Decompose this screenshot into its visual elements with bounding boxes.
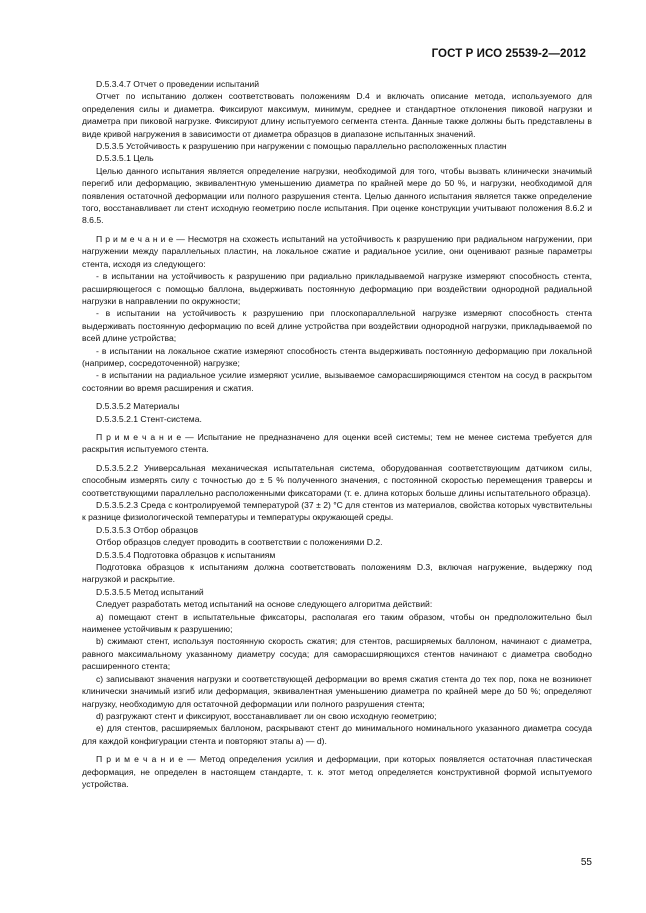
- section-heading: D.5.3.5.4 Подготовка образцов к испытаниям: [96, 549, 276, 560]
- list-item: b) сжимают стент, используя постоянную скорость сжатия; для стентов, расширяемых баллоном, начинают с диаметра, равного максимальному указанному диаметру сосуда; для саморасширяющихся стентов начинают с диаметра свободно расширенного стента;: [82, 636, 592, 672]
- note: [82, 753, 592, 790]
- list-item: d) разгружают стент и фиксируют, восстанавливает ли он свою исходную геометрию;: [96, 710, 437, 721]
- page-number: 55: [580, 857, 592, 868]
- document-id-header: ГОСТ Р ИСО 25539-2—2012: [431, 48, 586, 60]
- paragraph: Подготовка образцов к испытаниям должна соответствовать положениям D.3, включая нагружение, выдержку под нагрузкой и раскрытие.: [82, 562, 592, 585]
- paragraph: Отчет по испытанию должен соответствовать положениям D.4 и включать описание метода, используемого для определения силы и диаметра. Фиксируют максимум, минимум, среднее и стандартное отклонения пиковой нагрузки и диаметра при пиковой нагрузке. Фиксируют длину испытуемого сегмента стента. Данные также должны быть представлены в виде кривой нагружения в зависимости от диаметра образцов в диапазоне испытанных значений.: [82, 91, 592, 139]
- note-text: Метод определения усилия и деформации, при которых появляется остаточная пластическая деформация, не определен в настоящем стандарте, т. к. этот метод определяется конструктивной формой испытуемого устройства.: [82, 754, 593, 789]
- note: [82, 233, 592, 270]
- note-list-item: - в испытании на устойчивость к разрушению при плоскопараллельной нагрузке измеряют способность стента выдерживать постоянную деформацию по всей длине устройства при воздействии однородной нагрузки, прикладываемой по всей длине устройства;: [82, 308, 592, 344]
- note: [82, 431, 592, 456]
- note-label: П р и м е ч а н и е —: [96, 431, 194, 442]
- section-heading: D.5.3.5.3 Отбор образцов: [96, 524, 199, 535]
- list-item: е) для стентов, расширяемых баллоном, раскрывают стент до минимального номинального указанного диаметра сосуда для каждой конфигурации стента и повторяют этапы а) — d).: [82, 723, 592, 746]
- section-heading: D.5.3.5.2.1 Стент-система.: [96, 413, 202, 424]
- list-item: а) помещают стент в испытательные фиксаторы, располагая его таким образом, чтобы он предположительно был наименее устойчивым к разрушению;: [82, 611, 592, 635]
- paragraph: D.5.3.5.2.2 Универсальная механическая испытательная система, оборудованная соответствующим датчиком силы, способным измерять силу с точностью до ± 5 % полученного значения, с постоянной скоростью перемещения траверсы и соответствующими параллельно расположенными фиксаторами (т. е. длина которых больше длины испытательного образца).: [82, 462, 592, 498]
- list-item: с) записывают значения нагрузки и соответствующей деформации во время сжатия стента до тех пор, пока не возникнет клинически значимый изгиб или деформация, эквивалентная уменьшению диаметра по крайней мере до 50 %; определяют нагрузку, необходимую для остаточной деформации или полного разрушения стента;: [82, 673, 592, 709]
- section-heading: D.5.3.5 Устойчивость к разрушению при нагружении с помощью параллельно расположенных пластин: [96, 141, 507, 152]
- note-list-item: - в испытании на устойчивость к разрушению при радиально прикладываемой нагрузке измеряют способность стента, расширяющегося с помощью баллона, выдерживать постоянную деформацию при воздействии однородной радиальной нагрузки в направлении по окружности;: [82, 271, 592, 306]
- note-label: П р и м е ч а н и е —: [96, 754, 196, 765]
- section-heading: D.5.3.5.2 Материалы: [96, 401, 180, 412]
- note-label: П р и м е ч а н и е —: [96, 233, 185, 244]
- document-body: [82, 78, 592, 790]
- paragraph: Отбор образцов следует проводить в соответствии с положениями D.2.: [96, 537, 383, 548]
- note-list-item: - в испытании на локальное сжатие измеряют способность стента выдерживать постоянную деформацию при локальной (например, сосредоточенной) нагрузке;: [82, 345, 592, 368]
- paragraph: D.5.3.5.2.3 Среда с контролируемой температурой (37 ± 2) °С для стентов из материалов, свойства которых чувствительны к разнице физиологической температуры и температуры окружающей среды.: [82, 500, 592, 523]
- note-list-item: - в испытании на радиальное усилие измеряют усилие, вызываемое саморасширяющимся стентом на сосуд в раскрытом состоянии во время расширения и сжатия.: [82, 370, 592, 393]
- paragraph: Следует разработать метод испытаний на основе следующего алгоритма действий:: [96, 599, 433, 610]
- note-text: Несмотря на схожесть испытаний на устойчивость к разрушению при радиальном нагружении, при нагружении между параллельных пластин, на локальное сжатие и радиальное усилие, они оценивают разные параметры стента, исходя из следующего:: [82, 233, 593, 269]
- section-heading: D.5.3.5.1 Цель: [96, 153, 154, 164]
- note-text: Испытание не предназначено для оценки всей системы; тем не менее система требуется для раскрытия испытуемого стента.: [82, 431, 593, 455]
- paragraph: Целью данного испытания является определение нагрузки, необходимой для того, чтобы вызвать клинически значимый перегиб или деформацию, эквивалентную уменьшению диаметра по крайней мере до 50 %, и нагрузки, необходимой для появления остаточной деформации или полного разрушения стента. Целью данного испытания является также определение того, восстанавливает ли стент исходную геометрию после испытания. При оценке конструкции учитывают положения 8.6.2 и 8.6.5.: [82, 165, 592, 226]
- section-heading: D.5.3.4.7 Отчет о проведении испытаний: [96, 79, 260, 89]
- section-heading: D.5.3.5.5 Метод испытаний: [96, 586, 204, 597]
